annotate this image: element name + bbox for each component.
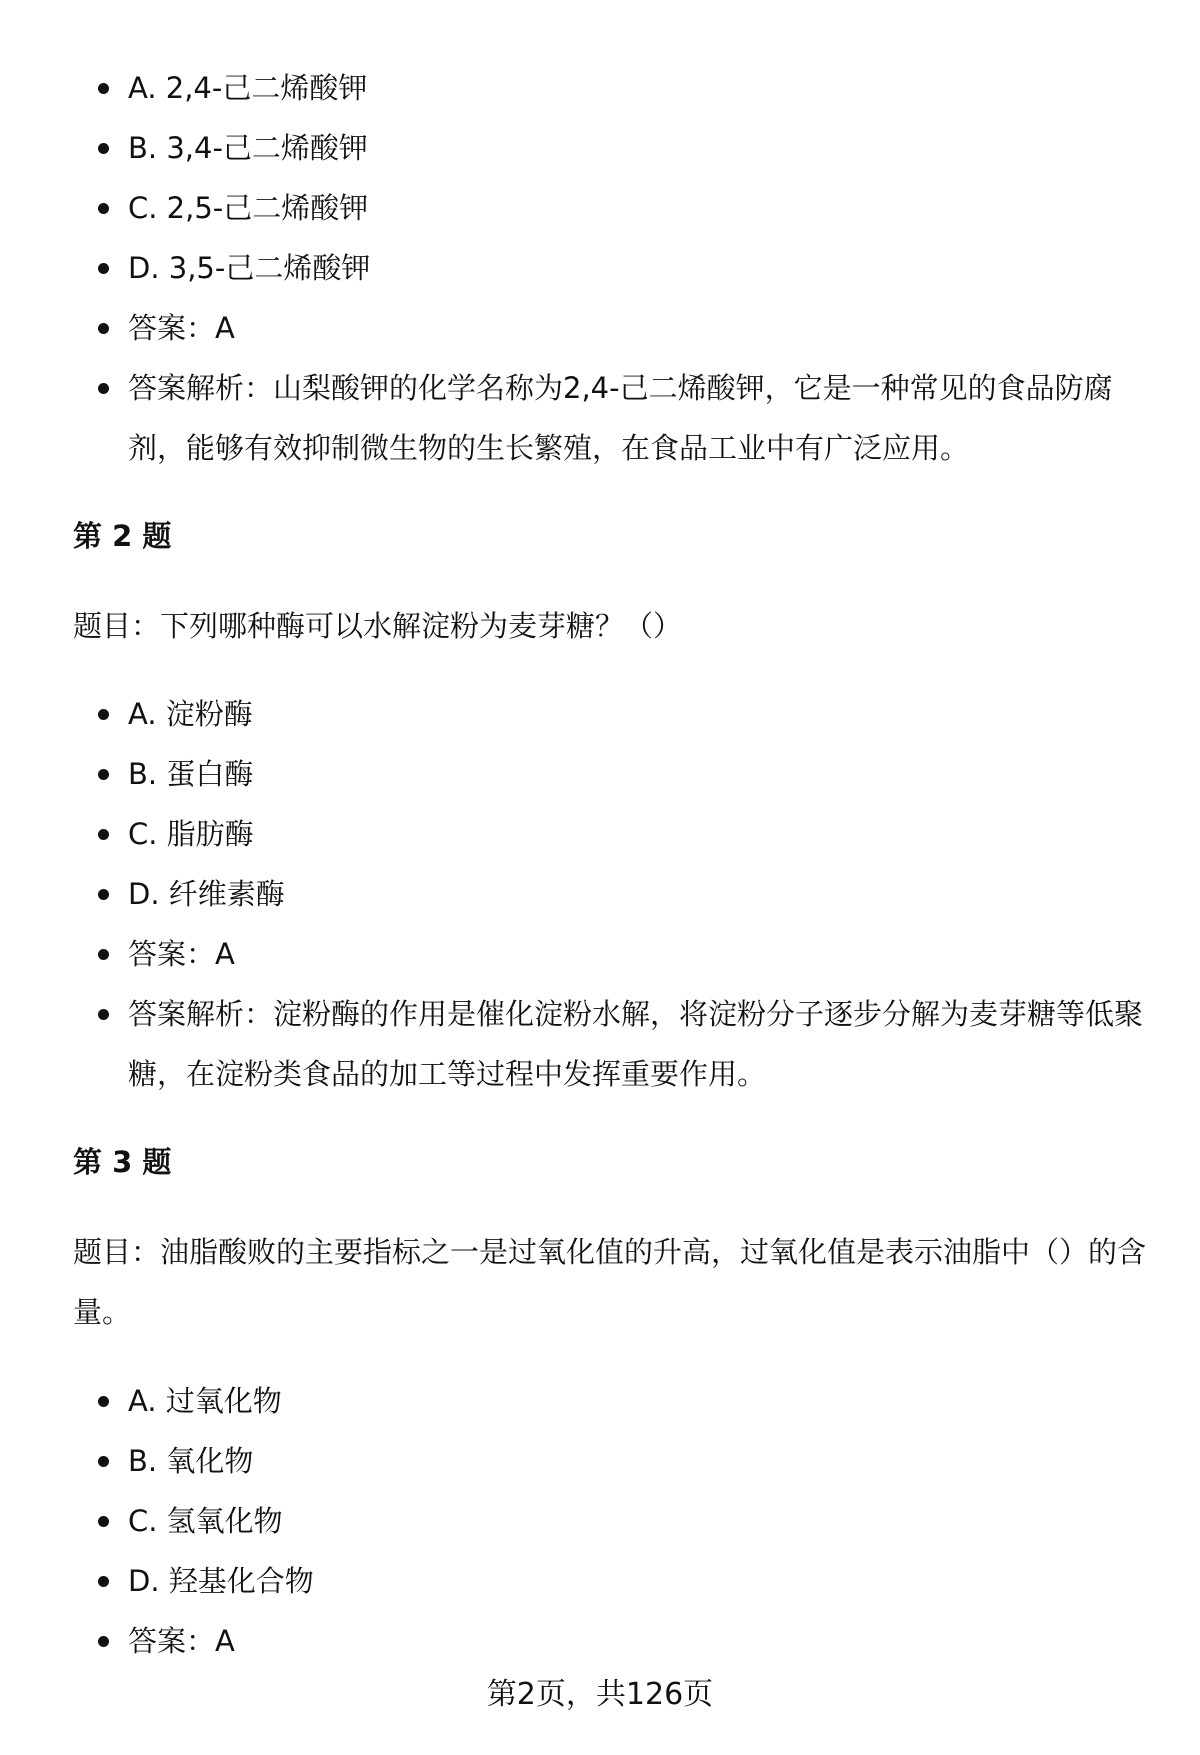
bullet-icon [98,769,109,780]
q1-option-b: B. 3,4-己二烯酸钾 [128,118,1148,178]
bullet-icon [98,143,109,154]
bullet-icon [98,1456,109,1467]
bullet-icon [98,383,109,394]
bullet-icon [98,949,109,960]
page-footer: 第2页，共126页 [486,1677,714,1712]
q2-option-b: B. 蛋白酶 [128,744,1148,804]
q3-heading: 第 3 题 [73,1145,172,1179]
q2-option-d: D. 纤维素酶 [128,864,1148,924]
q1-option-a: A. 2,4-己二烯酸钾 [128,58,1148,118]
bullet-icon [98,263,109,274]
q1-option-c: C. 2,5-己二烯酸钾 [128,178,1148,238]
bullet-icon [98,889,109,900]
bullet-icon [98,829,109,840]
bullet-icon [98,83,109,94]
bullet-icon [98,1396,109,1407]
bullet-icon [98,1636,109,1647]
q3-option-d: D. 羟基化合物 [128,1551,1148,1611]
q3-answer: 答案：A [128,1611,1148,1671]
bullet-icon [98,1009,109,1020]
q1-option-d: D. 3,5-己二烯酸钾 [128,238,1148,298]
bullet-icon [98,1576,109,1587]
q3-option-a: A. 过氧化物 [128,1371,1148,1431]
q2-option-c: C. 脂肪酶 [128,804,1148,864]
q2-explanation: 答案解析：淀粉酶的作用是催化淀粉水解，将淀粉分子逐步分解为麦芽糖等低聚糖，在淀粉类食品的加工等过程中发挥重要作用。 [128,984,1148,1104]
q1-explanation: 答案解析：山梨酸钾的化学名称为2,4-己二烯酸钾，它是一种常见的食品防腐剂，能够有效抑制微生物的生长繁殖，在食品工业中有广泛应用。 [128,358,1148,478]
bullet-icon [98,1516,109,1527]
q2-stem: 题目：下列哪种酶可以水解淀粉为麦芽糖？（） [73,609,683,643]
bullet-icon [98,323,109,334]
q2-heading: 第 2 题 [73,519,172,553]
bullet-icon [98,203,109,214]
q3-stem: 题目：油脂酸败的主要指标之一是过氧化值的升高，过氧化值是表示油脂中（）的含量。 [73,1235,1147,1329]
q3-option-b: B. 氧化物 [128,1431,1148,1491]
q2-option-a: A. 淀粉酶 [128,684,1148,744]
bullet-icon [98,709,109,720]
q1-answer: 答案：A [128,298,1148,358]
q3-option-c: C. 氢氧化物 [128,1491,1148,1551]
q2-answer: 答案：A [128,924,1148,984]
